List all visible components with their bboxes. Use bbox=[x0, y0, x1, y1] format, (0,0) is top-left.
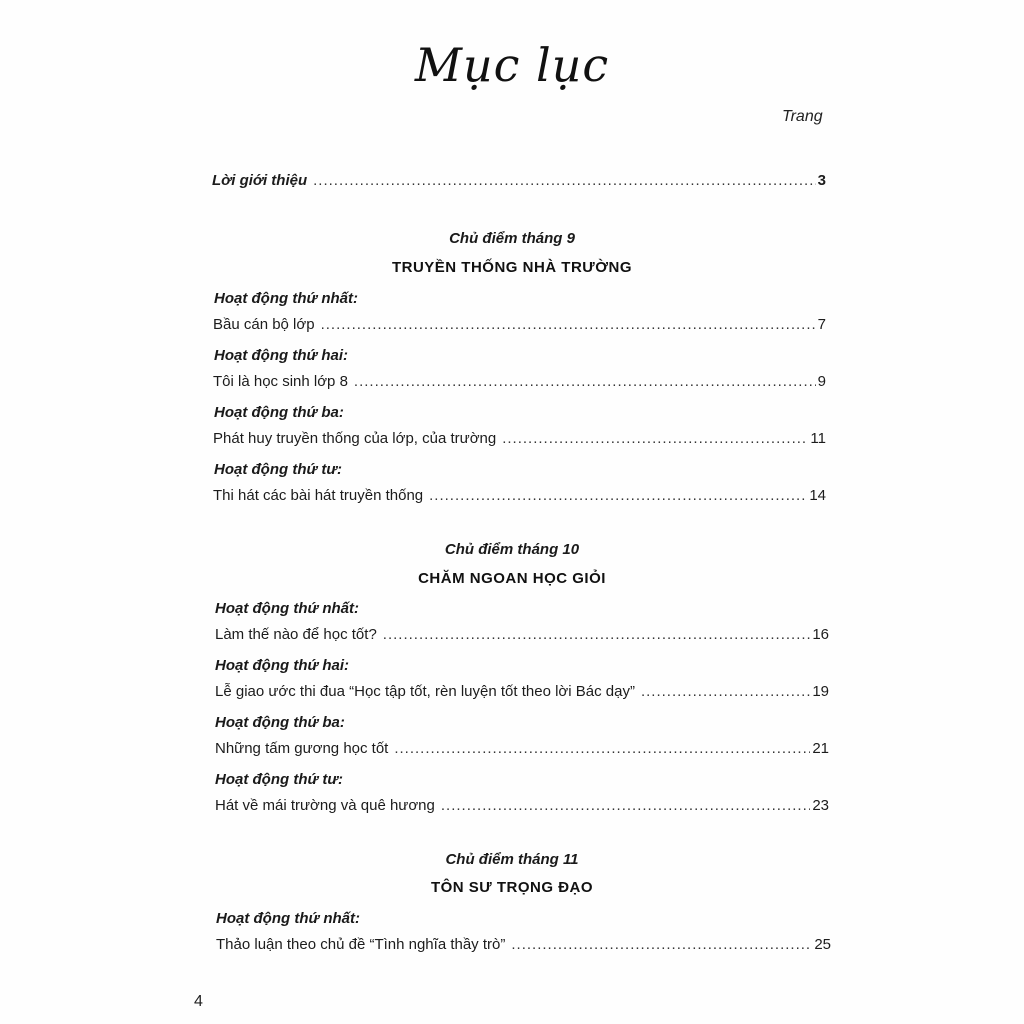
leader-dots bbox=[354, 373, 816, 390]
toc-entry[interactable] bbox=[216, 936, 831, 956]
toc-entry-label: Lời giới thiệu bbox=[212, 172, 308, 189]
toc-entry-label: Hát về mái trường và quê hương bbox=[215, 797, 435, 814]
toc-entry-page: 25 bbox=[814, 936, 831, 953]
section-theme-heading: TÔN SƯ TRỌNG ĐẠO bbox=[430, 879, 594, 896]
toc-entry[interactable] bbox=[213, 487, 826, 507]
leader-dots bbox=[641, 683, 810, 700]
activity-heading: Hoạt động thứ nhất: bbox=[216, 910, 361, 927]
toc-entry-page: 11 bbox=[810, 430, 826, 447]
section-theme-heading: TRUYỀN THỐNG NHÀ TRƯỜNG bbox=[391, 259, 633, 276]
toc-entry[interactable] bbox=[215, 740, 829, 760]
toc-entry-page: 9 bbox=[817, 373, 826, 390]
activity-heading: Hoạt động thứ nhất: bbox=[214, 290, 359, 307]
section-theme-heading: CHĂM NGOAN HỌC GIỎI bbox=[418, 570, 606, 587]
toc-entry-page: 14 bbox=[809, 487, 826, 504]
toc-entry-page: 23 bbox=[812, 797, 829, 814]
activity-heading: Hoạt động thứ ba: bbox=[215, 714, 345, 731]
toc-entry-label: Thi hát các bài hát truyền thống bbox=[213, 487, 424, 504]
toc-entry-label: Những tấm gương học tốt bbox=[215, 740, 389, 757]
toc-entry-label: Làm thế nào để học tốt? bbox=[215, 626, 377, 643]
section-month-heading: Chủ điểm tháng 10 bbox=[444, 541, 580, 558]
leader-dots bbox=[441, 797, 810, 814]
leader-dots bbox=[383, 626, 811, 643]
toc-entry-intro[interactable] bbox=[212, 172, 826, 192]
activity-heading: Hoạt động thứ tư: bbox=[214, 461, 343, 478]
toc-entry[interactable] bbox=[215, 797, 829, 817]
activity-heading: Hoạt động thứ tư: bbox=[215, 771, 344, 788]
leader-dots bbox=[429, 487, 807, 504]
page-number: 4 bbox=[194, 993, 203, 1010]
toc-entry-page: 3 bbox=[817, 172, 826, 189]
toc-entry-page: 21 bbox=[812, 740, 829, 757]
toc-entry-label: Phát huy truyền thống của lớp, của trường bbox=[213, 430, 497, 447]
leader-dots bbox=[321, 316, 816, 333]
activity-heading: Hoạt động thứ hai: bbox=[214, 347, 349, 364]
toc-entry-page: 16 bbox=[812, 626, 829, 643]
toc-entry-page: 19 bbox=[812, 683, 829, 700]
leader-dots bbox=[511, 936, 812, 953]
toc-entry[interactable] bbox=[213, 430, 826, 450]
page-title: Mục lục bbox=[414, 38, 610, 92]
section-month-heading: Chủ điểm tháng 11 bbox=[445, 851, 579, 868]
toc-entry[interactable] bbox=[215, 683, 829, 703]
toc-entry-label: Bầu cán bộ lớp bbox=[213, 316, 315, 333]
activity-heading: Hoạt động thứ nhất: bbox=[215, 600, 360, 617]
toc-entry-page: 7 bbox=[817, 316, 826, 333]
toc-entry[interactable] bbox=[213, 373, 826, 393]
toc-entry[interactable] bbox=[213, 316, 826, 336]
page-column-header: Trang bbox=[782, 108, 823, 125]
toc-entry-label: Tôi là học sinh lớp 8 bbox=[213, 373, 348, 390]
leader-dots bbox=[502, 430, 808, 447]
toc-entry-label: Lễ giao ước thi đua “Học tập tốt, rèn luyện tốt theo lời Bác dạy” bbox=[215, 683, 635, 700]
leader-dots bbox=[394, 740, 810, 757]
toc-entry-label: Thảo luận theo chủ đề “Tình nghĩa thầy trò” bbox=[216, 936, 506, 953]
section-month-heading: Chủ điểm tháng 9 bbox=[449, 230, 575, 247]
activity-heading: Hoạt động thứ ba: bbox=[214, 404, 344, 421]
toc-entry[interactable] bbox=[215, 626, 829, 646]
leader-dots bbox=[313, 172, 816, 189]
activity-heading: Hoạt động thứ hai: bbox=[215, 657, 350, 674]
